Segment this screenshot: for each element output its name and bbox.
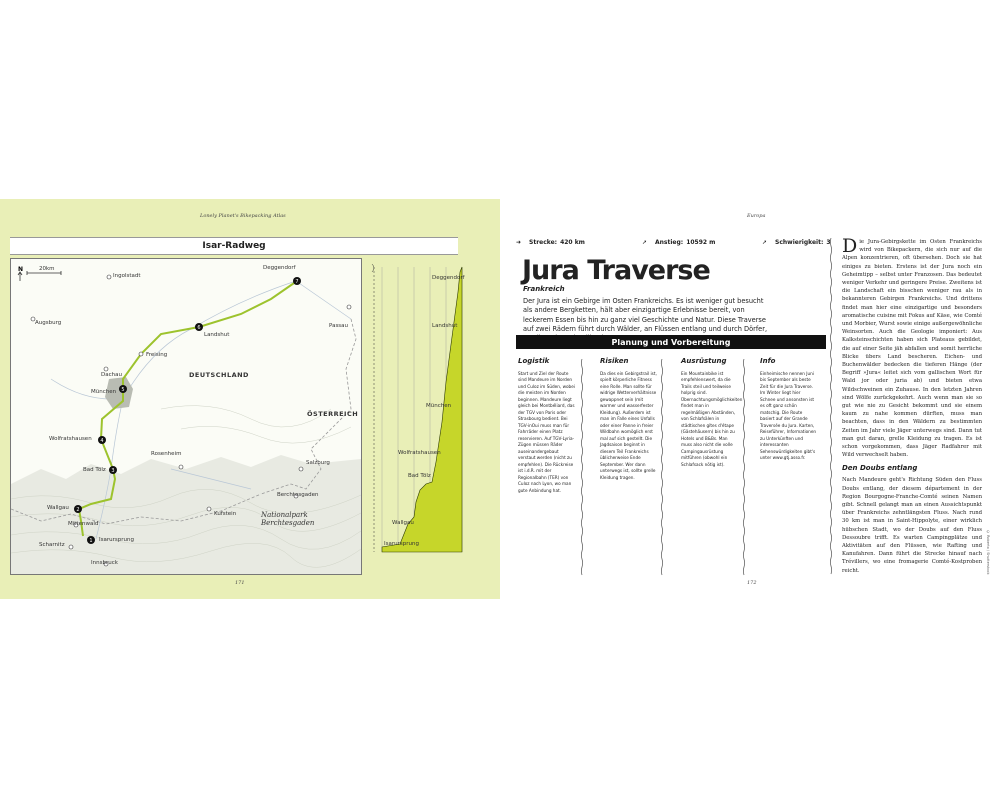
profile-label-wallgau: Wallgau bbox=[392, 520, 414, 526]
profile-label-wolfratshausen: Wolfratshausen bbox=[398, 450, 441, 456]
column-info-title: Info bbox=[760, 357, 776, 365]
column-logistik-title: Logistik bbox=[518, 357, 550, 365]
column-risiken-title: Risiken bbox=[600, 357, 629, 365]
place-salzburg: Salzburg bbox=[306, 460, 330, 466]
arrow-right-icon: ➜ bbox=[516, 238, 522, 246]
stats-row bbox=[516, 238, 831, 249]
column-divider bbox=[743, 359, 745, 577]
planning-title: Planung und Vorbereitung bbox=[611, 337, 731, 347]
stat-difficulty bbox=[762, 239, 831, 246]
column-ausruestung-title: Ausrüstung bbox=[681, 357, 727, 365]
stat-distance-value: 420 km bbox=[560, 239, 585, 246]
route-intro: Der Jura ist ein Gebirge im Osten Frankreichs. Es ist weniger gut besucht als andere Bergketten, hält aber einzigartige Erlebnisse bereit, von leckerem Essen bis hin zu ganz viel Geschichte und Natur. Diese Traverse auf zwei Rädern führt durch Wälder, an Flüssen entlang und durch Dörfer, bbox=[523, 297, 768, 334]
stage-marker-6-num: 6 bbox=[197, 325, 201, 331]
arrow-up-icon: ➚ bbox=[762, 238, 768, 246]
place-berchtesgaden: Berchtesgaden bbox=[277, 492, 319, 498]
place-deggendorf: Deggendorf bbox=[263, 265, 296, 271]
elevation-profile bbox=[370, 262, 465, 573]
scale-label: 20km bbox=[39, 266, 55, 272]
place-mittenwald: Mittenwald bbox=[68, 521, 99, 527]
stage-marker-2-num: 2 bbox=[76, 507, 80, 513]
photo-credit: © Robertx / Shutterstock bbox=[986, 530, 990, 575]
route-map bbox=[10, 258, 362, 575]
stage-marker-1-num: 1 bbox=[89, 538, 93, 544]
profile-canvas bbox=[370, 262, 465, 573]
running-head-right: Europa bbox=[747, 213, 766, 219]
place-rosenheim: Rosenheim bbox=[151, 451, 182, 457]
place-innsbruck: Innsbruck bbox=[91, 560, 118, 566]
place-bad-toelz: Bad Tölz bbox=[83, 467, 106, 473]
place-kufstein: Kufstein bbox=[214, 511, 237, 517]
national-park-label: Nationalpark Berchtesgaden bbox=[261, 511, 315, 527]
column-info-text: Einheimische nennen Juni bis September als beste Zeit für die Jura Traverse. Im Winter liegt hier Schnee und ansonsten ist es oft ganz schön matschig. Die Route basiert auf der Grande Traversée du Jura. Karten, Reiseführer, Informationen zu Unterkünften und interessanten Sehenswürdigkeiten gibt's unter www.gtj.asso.fr. bbox=[760, 370, 817, 461]
body-paragraph-1: ie Jura-Gebirgskette im Osten Frankreichs wird von Bikepackern, die sich nur auf die Alpen konzentrieren, oft übersehen. Doch sie hat einiges zu bieten. Erstens ist der Jura noch ein Geheimtipp – selbst unter Franzosen. Das bedeutet weniger Verkehr und geringere Preise. Zweitens ist die Landschaft ein bisschen weniger rau als in bekannteren Gebirgen Frankreichs. Und drittens findet man hier eine einzigartige und besonders aromatische cuisine mit Fokus auf Käse, wie Comté und Morbier, Wurst sowie einige außergewöhnliche Weinsorten. Auch die Geologie imponiert: Aus Kalksteinschichten haben sich Plateaus gebildet, die auf einer Seite jäh abfallen und somit herrliche Blicke übers Land bescheren. Eichen- und Buchenwälder bedecken die tieferen Hänge (der Begriff »Jura« leitet sich vom gallischen Wort für Wald jor oder juria ab) und bieten etwa Wildschweinen ein Zuhause. In den letzten Jahren sind Wölfe zurückgekehrt. Auch wenn man sie so gut wie nie zu Gesicht bekommt und sie einem kaum zu nahe kommen dürften, muss man beachten, dass in den Wäldern zu bestimmten Zeiten im Jahr viele Jäger unterwegs sind. Dann tut man gut daran, grelle Kleidung zu tragen. Es ist schon vorgekommen, dass Jäger Radfahrer mit Wild verwechselt haben. bbox=[842, 239, 982, 459]
column-divider bbox=[661, 359, 663, 577]
profile-area bbox=[382, 267, 462, 552]
column-logistik-text: Start und Ziel der Route sind Mandeure im Norden und Culoz im Süden, wobei die meisten im Norden beginnen. Mandeure liegt gleich bei Montbéliard, das der TGV von Paris oder Strasbourg bedient. Bei TGV-inOui muss man für Fahrräder einen Platz reservieren. Auf TGV-Lyria-Zügen müssen Räder auseinandergebaut verstaut werden (nicht zu empfehlen). Die Rückreise ist i.d.R. mit der Regionalbahn (TER) von Culoz nach Lyon, wo man gute Anbindung hat. bbox=[518, 370, 575, 493]
column-ausruestung-text: Ein Mountainbike ist empfehlenswert, da die Trails steil und teilweise holprig sind. Übernachtungsmöglichkeiten findet man in regelmäßigen Abständen, von Schlafsälen in städtischen gîtes d'étape (Gästehäusern) bis hin zu Hotels und B&Bs. Man muss also nicht die volle Campingausrüstung mitführen (obwohl ein Schlafsack nötig ist). bbox=[681, 370, 743, 467]
profile-label-bad-toelz: Bad Tölz bbox=[408, 473, 431, 479]
column-logistik bbox=[518, 356, 575, 494]
profile-label-muenchen: München bbox=[426, 403, 452, 409]
folio-right: 172 bbox=[747, 580, 757, 586]
place-ingolstadt: Ingolstadt bbox=[113, 273, 141, 279]
folio-left: 171 bbox=[235, 580, 245, 586]
place-dachau: Dachau bbox=[101, 372, 122, 378]
body-text-column bbox=[842, 235, 982, 575]
profile-label-landshut: Landshut bbox=[432, 323, 458, 329]
stat-ascent-value: 10592 m bbox=[686, 239, 716, 246]
stat-distance bbox=[516, 239, 585, 246]
stage-marker-5-num: 5 bbox=[121, 387, 125, 393]
stat-difficulty-label: Schwierigkeit: bbox=[775, 239, 824, 246]
column-risiken bbox=[600, 356, 657, 481]
place-landshut: Landshut bbox=[204, 332, 230, 338]
stat-ascent-label: Anstieg: bbox=[655, 239, 684, 246]
stat-distance-label: Strecke: bbox=[529, 239, 558, 246]
route-title: Jura Traverse bbox=[522, 255, 710, 286]
country-deutschland: DEUTSCHLAND bbox=[189, 371, 249, 379]
route-country: Frankreich bbox=[523, 285, 565, 293]
body-paragraph-2: Nach Mandeure geht's Richtung Süden den Fluss Doubs entlang, der diesem département in der Region Bourgogne-Franche-Comté seinen Namen gibt. Schnell gelangt man an einen Aussichtspunkt über Frankreichs zehntlängsten Fluss. Nach rund 30 km ist man in Saint-Hippolyte, einer wirklich hübschen Stadt, wo der Doubs auf den Fluss Dessoubre trifft. Es warten Campingplätze und Aktivitäten auf den Flüssen, wie Rafting und Kanufahren. Dann führt die Strecke hinauf nach Trévillers, wo eine fromagerie Comté-Kostproben reicht. bbox=[842, 477, 982, 574]
stat-ascent bbox=[642, 239, 715, 246]
profile-label-isarursprung: Isarursprung bbox=[384, 541, 419, 547]
north-arrow-label: N bbox=[18, 266, 24, 273]
stage-marker-7-num: 7 bbox=[295, 279, 299, 285]
stat-difficulty-value: 3 bbox=[826, 239, 831, 246]
drop-cap: D bbox=[842, 235, 858, 257]
running-head-left: Lonely Planet's Bikepacking Atlas bbox=[200, 213, 286, 219]
map-title-bar bbox=[10, 237, 458, 255]
place-augsburg: Augsburg bbox=[35, 320, 62, 326]
body-divider bbox=[830, 238, 832, 578]
place-scharnitz: Scharnitz bbox=[39, 542, 65, 548]
column-info bbox=[760, 356, 817, 462]
place-isarursprung: Isarursprung bbox=[99, 537, 134, 543]
place-passau: Passau bbox=[329, 323, 349, 329]
arrow-up-icon: ➚ bbox=[642, 238, 648, 246]
stage-marker-3-num: 3 bbox=[111, 468, 115, 474]
place-freising: Freising bbox=[146, 352, 168, 358]
column-divider bbox=[581, 359, 583, 577]
map-title: Isar-Radweg bbox=[202, 241, 266, 251]
column-ausruestung bbox=[681, 356, 743, 468]
planning-header bbox=[516, 335, 826, 349]
body-subhead: Den Doubs entlang bbox=[842, 464, 918, 473]
profile-label-deggendorf: Deggendorf bbox=[432, 275, 465, 281]
place-wolfratshausen: Wolfratshausen bbox=[49, 436, 92, 442]
column-risiken-text: Da dies ein Gebirgstrail ist, spielt körperliche Fitness eine Rolle. Man sollte für widrige Wetterverhältnisse gewappnet sein (mit warmer und wasserfester Kleidung). Außerdem ist man im Falle eines Unfalls oder einer Panne in freier Wildbahn womöglich erst mal auf sich gestellt. Die Jagdsaison beginnt in diesem Teil Frankreichs üblicherweise Ende September. Wer dann unterwegs ist, sollte grelle Kleidung tragen. bbox=[600, 370, 657, 480]
place-wallgau: Wallgau bbox=[47, 505, 69, 511]
place-muenchen: München bbox=[91, 389, 117, 395]
country-oesterreich: ÖSTERREICH bbox=[307, 410, 359, 418]
stage-marker-4-num: 4 bbox=[100, 438, 104, 444]
